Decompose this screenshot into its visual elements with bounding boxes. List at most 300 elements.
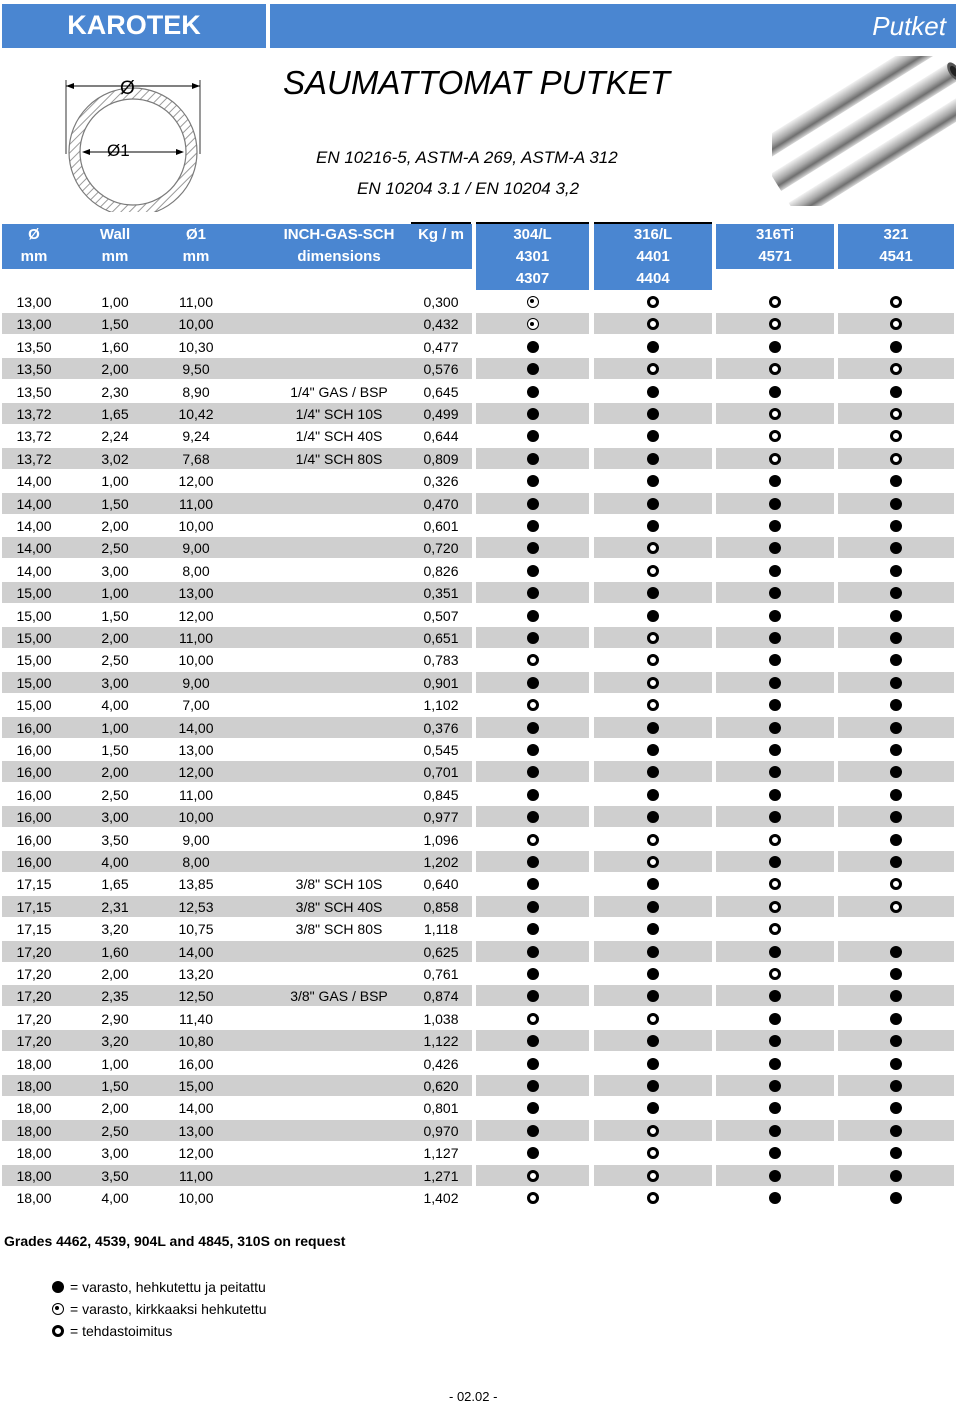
cell-weight: 1,402	[423, 1190, 459, 1206]
filled-circle-icon	[647, 968, 659, 980]
cell-weight: 0,761	[423, 966, 459, 982]
cell-outer-diameter: 14,00	[16, 540, 52, 557]
cell-wall: 4,00	[101, 697, 129, 714]
filled-circle-icon	[890, 475, 902, 487]
cell-outer-diameter: 16,00	[16, 764, 52, 781]
inner-diameter-label: Ø1	[107, 141, 130, 160]
cell-wall: 2,24	[101, 428, 129, 445]
filled-circle-icon	[890, 1125, 902, 1137]
table-row	[0, 694, 960, 716]
filled-circle-icon	[527, 744, 539, 756]
filled-circle-icon	[647, 744, 659, 756]
col-header-4301: 4301	[515, 248, 550, 265]
cell-wall: 2,00	[101, 630, 129, 646]
ring-icon	[890, 878, 902, 890]
standards-line-2: EN 10204 3.1 / EN 10204 3,2	[357, 179, 580, 198]
cell-inner-diameter: 13,00	[178, 585, 214, 602]
cell-outer-diameter: 13,72	[16, 406, 52, 422]
table-row	[0, 851, 960, 873]
col-header-4571: 4571	[758, 248, 792, 265]
cell-wall: 3,20	[101, 921, 129, 938]
cell-wall: 1,50	[101, 495, 129, 512]
table-row	[0, 963, 960, 985]
cell-outer-diameter: 14,00	[16, 495, 52, 512]
table-row	[0, 761, 960, 783]
col-header-kg-per-m: Kg / m	[418, 226, 464, 243]
cell-weight: 0,783	[423, 652, 459, 669]
cell-dimension	[262, 694, 416, 716]
cell-outer-diameter: 17,20	[16, 1010, 52, 1027]
filled-circle-icon	[647, 453, 659, 465]
filled-circle-icon	[527, 856, 539, 868]
ring-icon	[527, 1192, 539, 1204]
table-row	[0, 1053, 960, 1075]
col-header-4541: 4541	[879, 248, 913, 265]
cell-weight: 0,499	[423, 406, 459, 422]
cell-outer-diameter: 18,00	[16, 1100, 52, 1117]
table-row	[0, 358, 960, 380]
filled-circle-icon	[890, 946, 902, 958]
filled-circle-icon	[527, 789, 539, 801]
filled-circle-icon	[890, 565, 902, 577]
table-row	[0, 806, 960, 828]
col-header-diameter: Ø	[28, 226, 40, 243]
cell-wall: 3,00	[101, 809, 129, 826]
table-row	[0, 627, 960, 649]
filled-circle-icon	[527, 386, 539, 398]
filled-circle-icon	[769, 654, 781, 666]
ring-icon	[647, 856, 659, 868]
filled-circle-icon	[527, 430, 539, 442]
cell-outer-diameter: 18,00	[16, 1055, 52, 1072]
cell-dimension	[262, 627, 416, 649]
ring-icon	[647, 699, 659, 711]
cell-outer-diameter: 13,00	[16, 316, 52, 333]
cell-weight: 0,977	[423, 809, 459, 826]
cell-dimension	[262, 717, 416, 739]
cell-inner-diameter: 12,50	[178, 988, 214, 1005]
cell-wall: 2,50	[101, 1122, 129, 1139]
cell-inner-diameter: 13,00	[178, 742, 214, 758]
cell-inner-diameter: 10,00	[178, 518, 214, 534]
cell-outer-diameter: 17,15	[16, 921, 52, 938]
cell-outer-diameter: 14,00	[16, 562, 52, 579]
cell-outer-diameter: 15,00	[16, 585, 52, 602]
table-row	[0, 425, 960, 447]
col-header-inch-gas-sch: INCH-GAS-SCH	[283, 226, 395, 243]
cell-dimension	[262, 582, 416, 604]
cell-weight: 0,970	[423, 1122, 459, 1139]
cell-weight: 0,326	[423, 473, 459, 490]
table-row	[0, 649, 960, 671]
outer-diameter-label: Ø	[120, 78, 135, 99]
col-header-wall-unit: mm	[101, 248, 129, 265]
filled-circle-icon	[527, 1125, 539, 1137]
filled-circle-icon	[769, 498, 781, 510]
table-row	[0, 515, 960, 537]
table-row	[0, 493, 960, 515]
cell-inner-diameter: 8,00	[182, 562, 210, 579]
filled-circle-icon	[527, 520, 539, 532]
cell-weight: 0,651	[423, 630, 459, 646]
filled-circle-icon	[647, 408, 659, 420]
ring-icon	[527, 834, 539, 846]
cell-dimension	[262, 963, 416, 985]
cell-outer-diameter: 16,00	[16, 786, 52, 803]
dotted-circle-icon	[52, 1303, 64, 1315]
ring-icon	[52, 1325, 64, 1337]
cell-weight: 0,300	[423, 294, 459, 310]
cell-weight: 0,625	[423, 943, 459, 960]
filled-circle-icon	[890, 632, 902, 644]
cell-weight: 0,640	[423, 876, 459, 893]
cell-weight: 0,701	[423, 764, 459, 781]
cell-wall: 3,00	[101, 674, 129, 691]
cell-weight: 0,845	[423, 786, 459, 803]
cell-inner-diameter: 12,00	[178, 1145, 214, 1162]
cell-dimension	[262, 560, 416, 582]
cell-wall: 2,50	[101, 652, 129, 669]
cell-wall: 3,02	[101, 450, 129, 467]
cell-wall: 1,50	[101, 316, 129, 333]
cell-wall: 2,00	[101, 1100, 129, 1117]
cell-inner-diameter: 12,53	[178, 898, 214, 915]
cell-outer-diameter: 18,00	[16, 1122, 52, 1139]
ring-icon	[647, 296, 659, 308]
filled-circle-icon	[769, 1013, 781, 1025]
table-row	[0, 537, 960, 559]
filled-circle-icon	[890, 699, 902, 711]
cell-wall: 1,50	[101, 742, 129, 758]
table-row	[0, 896, 960, 918]
table-row	[0, 941, 960, 963]
table-row	[0, 1187, 960, 1209]
table-row	[0, 784, 960, 806]
table-row	[0, 1075, 960, 1097]
table-row	[0, 336, 960, 358]
cell-wall: 2,35	[101, 988, 129, 1005]
cell-outer-diameter: 13,00	[16, 294, 52, 310]
cell-inner-diameter: 10,00	[178, 652, 214, 669]
cell-inner-diameter: 12,00	[178, 607, 214, 624]
cell-inner-diameter: 10,80	[178, 1033, 214, 1050]
ring-icon	[769, 878, 781, 890]
cell-outer-diameter: 14,00	[16, 473, 52, 490]
filled-circle-icon	[769, 1102, 781, 1114]
ring-icon	[527, 1170, 539, 1182]
cell-inner-diameter: 13,20	[178, 966, 214, 982]
filled-circle-icon	[647, 475, 659, 487]
page-number: - 02.02 -	[449, 1389, 498, 1404]
filled-circle-icon	[890, 856, 902, 868]
cell-outer-diameter: 13,50	[16, 361, 52, 378]
cell-dimension: 1/4" SCH 40S	[295, 428, 383, 445]
cell-wall: 2,00	[101, 966, 129, 982]
cell-weight: 0,601	[423, 518, 459, 534]
filled-circle-icon	[890, 386, 902, 398]
ring-icon	[647, 565, 659, 577]
filled-circle-icon	[527, 1080, 539, 1092]
ring-icon	[769, 968, 781, 980]
cell-inner-diameter: 9,00	[182, 831, 210, 848]
pipe-cross-section-diagram	[58, 62, 208, 212]
ring-icon	[527, 1013, 539, 1025]
col-header-321: 321	[883, 226, 909, 243]
cell-inner-diameter: 10,30	[178, 338, 214, 355]
cell-dimension	[262, 806, 416, 828]
filled-circle-icon	[647, 610, 659, 622]
filled-circle-icon	[769, 520, 781, 532]
cell-wall: 1,50	[101, 1078, 129, 1094]
filled-circle-icon	[769, 1147, 781, 1159]
cell-dimension	[262, 493, 416, 515]
cell-outer-diameter: 18,00	[16, 1145, 52, 1162]
table-row	[0, 873, 960, 895]
ring-icon	[890, 453, 902, 465]
col-header-dimensions: dimensions	[297, 248, 381, 265]
brand-name: KAROTEK	[67, 10, 201, 40]
filled-circle-icon	[890, 1058, 902, 1070]
cell-weight: 0,801	[423, 1100, 459, 1117]
table-row	[0, 381, 960, 403]
page-title: SAUMATTOMAT PUTKET	[283, 64, 670, 101]
cell-inner-diameter: 10,00	[178, 1190, 214, 1206]
cell-inner-diameter: 11,40	[179, 1010, 213, 1027]
cell-dimension	[262, 941, 416, 963]
filled-circle-icon	[890, 520, 902, 532]
cell-wall: 1,00	[101, 585, 129, 602]
cell-inner-diameter: 11,00	[179, 786, 213, 803]
col-header-4404: 4404	[636, 270, 670, 287]
filled-circle-icon	[890, 744, 902, 756]
cell-dimension	[262, 1075, 416, 1097]
cell-dimension: 1/4" SCH 10S	[295, 406, 383, 422]
filled-circle-icon	[890, 677, 902, 689]
cell-weight: 1,102	[423, 697, 459, 714]
cell-dimension: 3/8" SCH 40S	[295, 898, 383, 915]
ring-icon	[647, 1125, 659, 1137]
ring-icon	[647, 632, 659, 644]
cell-outer-diameter: 17,20	[16, 988, 52, 1005]
cell-outer-diameter: 15,00	[16, 674, 52, 691]
cell-dimension	[262, 336, 416, 358]
cell-dimension	[262, 313, 416, 335]
filled-circle-icon	[647, 341, 659, 353]
filled-circle-icon	[890, 1080, 902, 1092]
cell-inner-diameter: 16,00	[178, 1055, 214, 1072]
cell-outer-diameter: 13,72	[16, 428, 52, 445]
cell-outer-diameter: 16,00	[16, 719, 52, 736]
cell-weight: 0,901	[423, 674, 459, 691]
cell-inner-diameter: 14,00	[178, 719, 214, 736]
cell-inner-diameter: 11,00	[179, 630, 213, 646]
cell-dimension	[262, 1165, 416, 1187]
filled-circle-icon	[890, 341, 902, 353]
col-header-316l: 316/L	[633, 226, 673, 243]
cell-wall: 1,00	[101, 719, 129, 736]
filled-circle-icon	[769, 632, 781, 644]
cell-wall: 1,00	[101, 294, 129, 310]
col-header-304l: 304/L	[513, 226, 552, 243]
cell-outer-diameter: 13,50	[16, 383, 52, 400]
ring-icon	[647, 1147, 659, 1159]
cell-dimension: 3/8" SCH 10S	[295, 876, 383, 893]
cell-dimension	[262, 358, 416, 380]
table-row	[0, 1142, 960, 1164]
dotted-circle-icon	[527, 296, 539, 308]
table-row	[0, 605, 960, 627]
table-row	[0, 403, 960, 425]
cell-inner-diameter: 7,68	[182, 450, 210, 467]
table-row	[0, 582, 960, 604]
cell-dimension	[262, 851, 416, 873]
cell-wall: 2,00	[101, 518, 129, 534]
filled-circle-icon	[527, 475, 539, 487]
cell-dimension	[262, 761, 416, 783]
cell-inner-diameter: 9,00	[182, 540, 210, 557]
cell-outer-diameter: 15,00	[16, 652, 52, 669]
ring-icon	[647, 677, 659, 689]
cell-dimension	[262, 1142, 416, 1164]
cell-weight: 0,644	[423, 428, 459, 445]
grades-note: Grades 4462, 4539, 904L and 4845, 310S on request	[4, 1233, 346, 1249]
cell-inner-diameter: 9,24	[182, 428, 210, 445]
ring-icon	[769, 430, 781, 442]
table-row	[0, 470, 960, 492]
cell-outer-diameter: 17,20	[16, 943, 52, 960]
filled-circle-icon	[527, 1102, 539, 1114]
cell-weight: 1,127	[423, 1145, 459, 1162]
cell-wall: 3,00	[101, 1145, 129, 1162]
filled-circle-icon	[769, 386, 781, 398]
col-header-diameter-unit: mm	[20, 248, 48, 265]
table-row	[0, 313, 960, 335]
section-title: Putket	[872, 11, 946, 41]
cell-weight: 0,376	[423, 719, 459, 736]
cell-wall: 2,00	[101, 361, 129, 378]
cell-wall: 3,50	[101, 831, 129, 848]
cell-outer-diameter: 18,00	[16, 1190, 52, 1206]
cell-inner-diameter: 9,50	[182, 361, 210, 378]
filled-circle-icon	[527, 632, 539, 644]
filled-circle-icon	[527, 677, 539, 689]
filled-circle-icon	[527, 1147, 539, 1159]
table-row	[0, 1120, 960, 1142]
cell-dimension	[262, 784, 416, 806]
cell-weight: 1,202	[423, 854, 459, 870]
filled-circle-icon	[890, 722, 902, 734]
ring-icon	[647, 834, 659, 846]
table-row	[0, 448, 960, 470]
filled-circle-icon	[647, 1102, 659, 1114]
cell-wall: 4,00	[101, 854, 129, 870]
cell-wall: 2,90	[101, 1010, 129, 1027]
cell-wall: 4,00	[101, 1190, 129, 1206]
cell-weight: 0,874	[423, 988, 459, 1005]
table-row	[0, 1097, 960, 1119]
legend-text: = tehdastoimitus	[70, 1323, 173, 1339]
cell-outer-diameter: 14,00	[16, 518, 52, 534]
filled-circle-icon	[769, 722, 781, 734]
cell-inner-diameter: 11,00	[179, 1167, 213, 1184]
cell-dimension	[262, 829, 416, 851]
filled-circle-icon	[527, 498, 539, 510]
cell-inner-diameter: 7,00	[182, 697, 210, 714]
filled-circle-icon	[647, 1058, 659, 1070]
cell-inner-diameter: 12,00	[178, 473, 214, 490]
ring-icon	[769, 834, 781, 846]
filled-circle-icon	[890, 834, 902, 846]
filled-circle-icon	[769, 699, 781, 711]
filled-circle-icon	[769, 610, 781, 622]
filled-circle-icon	[647, 946, 659, 958]
cell-wall: 1,50	[101, 607, 129, 624]
ring-icon	[769, 453, 781, 465]
filled-circle-icon	[769, 677, 781, 689]
filled-circle-icon	[647, 498, 659, 510]
filled-circle-icon	[647, 923, 659, 935]
cell-weight: 0,826	[423, 562, 459, 579]
cell-outer-diameter: 15,00	[16, 697, 52, 714]
cell-weight: 0,858	[423, 898, 459, 915]
ring-icon	[890, 901, 902, 913]
col-header-wall: Wall	[99, 226, 131, 243]
filled-circle-icon	[647, 520, 659, 532]
cell-outer-diameter: 17,20	[16, 1033, 52, 1050]
cell-inner-diameter: 11,00	[179, 495, 213, 512]
header-brand-bar	[2, 4, 266, 48]
cell-inner-diameter: 12,00	[178, 764, 214, 781]
ring-icon	[769, 923, 781, 935]
col-header-inner-diameter-unit: mm	[182, 248, 210, 265]
filled-circle-icon	[527, 341, 539, 353]
cell-weight: 0,545	[423, 742, 459, 758]
cell-inner-diameter: 14,00	[178, 1100, 214, 1117]
filled-circle-icon	[647, 386, 659, 398]
cell-dimension: 3/8" GAS / BSP	[290, 988, 388, 1005]
cell-outer-diameter: 16,00	[16, 742, 52, 758]
cell-inner-diameter: 15,00	[178, 1078, 214, 1094]
filled-circle-icon	[769, 1192, 781, 1204]
cell-wall: 1,00	[101, 1055, 129, 1072]
ring-icon	[769, 901, 781, 913]
table-row	[0, 739, 960, 761]
cell-dimension: 1/4" SCH 80S	[295, 450, 383, 467]
filled-circle-icon	[527, 565, 539, 577]
col-header-inner-diameter: Ø1	[185, 226, 206, 243]
filled-circle-icon	[769, 341, 781, 353]
cell-wall: 2,30	[101, 383, 129, 400]
tubes-image	[772, 56, 956, 206]
cell-dimension	[262, 1053, 416, 1075]
filled-circle-icon	[527, 946, 539, 958]
filled-circle-icon	[527, 453, 539, 465]
cell-dimension: 3/8" SCH 80S	[295, 921, 383, 938]
filled-circle-icon	[769, 856, 781, 868]
cell-inner-diameter: 10,75	[178, 921, 214, 938]
ring-icon	[890, 296, 902, 308]
cell-dimension	[262, 649, 416, 671]
filled-circle-icon	[769, 744, 781, 756]
cell-dimension	[262, 537, 416, 559]
filled-circle-icon	[890, 1147, 902, 1159]
filled-circle-icon	[647, 722, 659, 734]
filled-circle-icon	[890, 654, 902, 666]
cell-outer-diameter: 18,00	[16, 1167, 52, 1184]
cell-weight: 0,432	[423, 316, 459, 333]
ring-icon	[890, 408, 902, 420]
filled-circle-icon	[769, 565, 781, 577]
